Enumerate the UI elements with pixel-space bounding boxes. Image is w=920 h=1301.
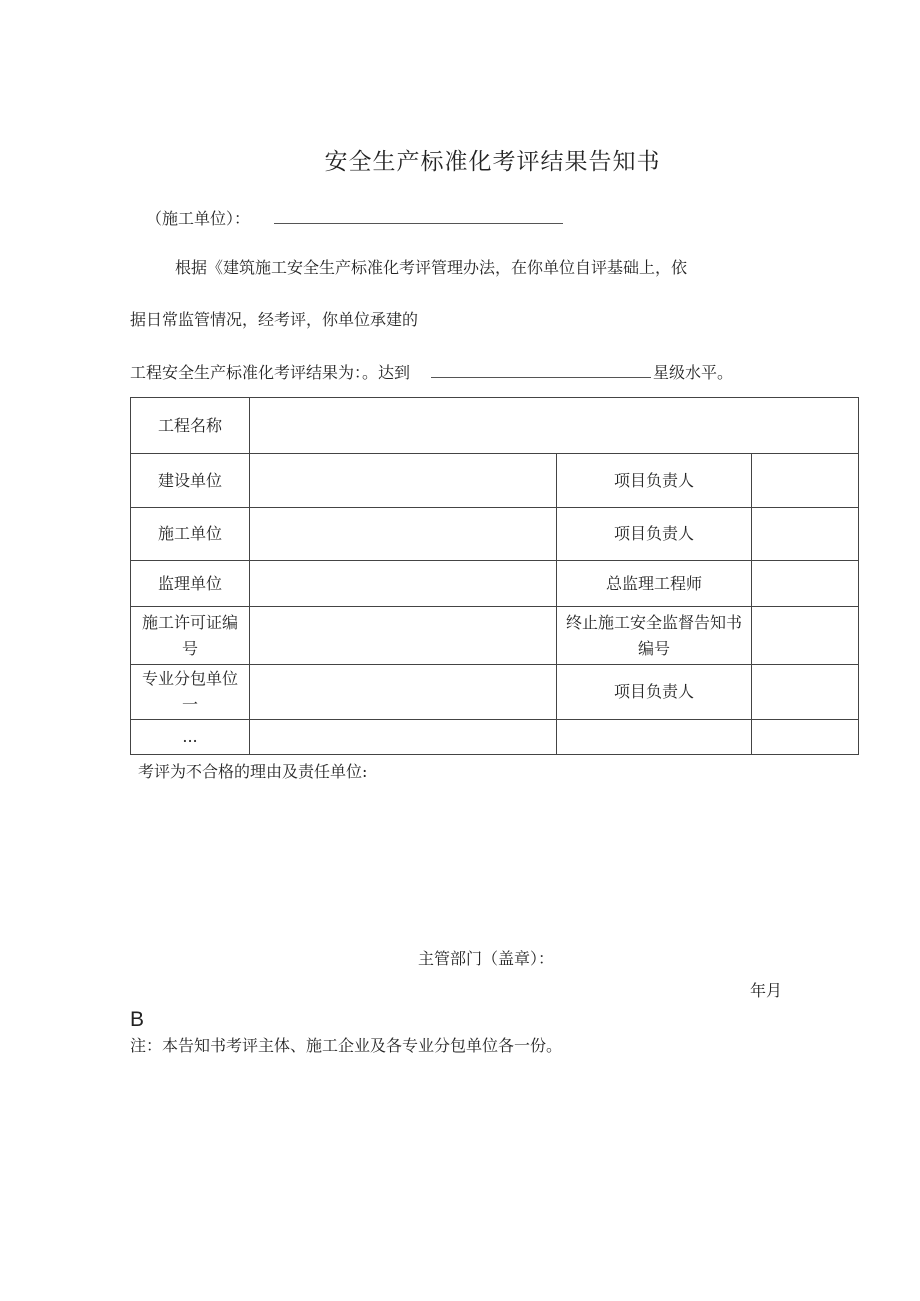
contractor-label: 施工单位 <box>131 508 250 561</box>
recipient-label: （施工单位）： <box>146 209 251 228</box>
paragraph-line-1: 根据《建筑施工安全生产标准化考评管理办法，在你单位自评基础上，依 <box>175 258 688 277</box>
result-prefix: 工程安全生产标准化考评结果为：。达到 <box>130 363 411 382</box>
result-suffix: 星级水平。 <box>653 363 734 382</box>
termination-notice-number-value <box>752 607 859 665</box>
contractor-manager-value <box>752 508 859 561</box>
subcontractor-manager-label: 项目负责人 <box>557 665 752 720</box>
table-row <box>131 665 859 720</box>
mark-letter: B <box>130 1008 145 1031</box>
table-row <box>131 508 859 561</box>
document-title: 安全生产标准化考评结果告知书 <box>324 149 661 175</box>
termination-notice-number-label: 终止施工安全监督告知书编号 <box>557 607 752 665</box>
contractor-manager-label: 项目负责人 <box>557 508 752 561</box>
subcontractor-label: 专业分包单位一 <box>131 665 250 720</box>
chief-supervisor-label: 总监理工程师 <box>557 561 752 607</box>
table-row <box>131 398 859 454</box>
subcontractor-manager-value <box>752 665 859 720</box>
permit-number-value <box>250 607 557 665</box>
star-level-blank-line <box>431 377 651 378</box>
empty-cell <box>250 720 557 755</box>
project-name-value <box>250 398 859 454</box>
supervisor-unit-value <box>250 561 557 607</box>
reason-label: 考评为不合格的理由及责任单位: <box>138 762 368 781</box>
date-label: 年月 <box>750 981 783 1000</box>
project-manager-label: 项目负责人 <box>557 454 752 508</box>
ellipsis-cell: ... <box>131 720 250 755</box>
project-name-label: 工程名称 <box>131 398 250 454</box>
construction-owner-value <box>250 454 557 508</box>
subcontractor-value <box>250 665 557 720</box>
permit-number-label: 施工许可证编号 <box>131 607 250 665</box>
project-manager-value <box>752 454 859 508</box>
contractor-value <box>250 508 557 561</box>
department-seal-label: 主管部门（盖章）： <box>418 949 555 968</box>
supervisor-unit-label: 监理单位 <box>131 561 250 607</box>
table-row <box>131 454 859 508</box>
empty-cell <box>557 720 752 755</box>
empty-cell <box>752 720 859 755</box>
construction-owner-label: 建设单位 <box>131 454 250 508</box>
recipient-blank-line <box>274 223 563 224</box>
chief-supervisor-value <box>752 561 859 607</box>
evaluation-table <box>130 397 859 755</box>
table-row <box>131 720 859 755</box>
footnote: 注：本告知书考评主体、施工企业及各专业分包单位各一份。 <box>130 1036 563 1055</box>
paragraph-line-2: 据日常监管情况，经考评，你单位承建的 <box>130 310 419 329</box>
table-row <box>131 561 859 607</box>
table-row <box>131 607 859 665</box>
